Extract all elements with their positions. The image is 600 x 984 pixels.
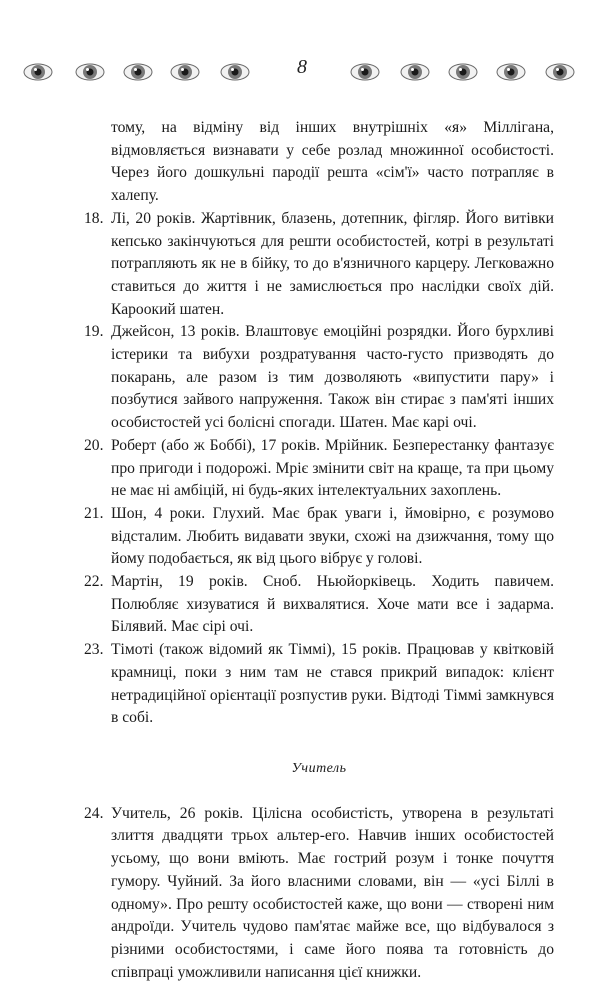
eye-icon — [545, 62, 575, 82]
item-text: Учитель, 26 років. Цілісна особистість, утворена в результаті злиття двадцяти трьох альтер-его. Навчив інших особистостей усьому, що вони вміють. Має гострий розум і тонке почуття гумору. Чуйний. За його власними словами, він — «усі Біллі в одному». Про решту особистостей каже, що вони — створені ним андроїди. Учитель чудово пам'ятає майже все, що відбувалося з різними особистостями, і саме його поява та готовність до співпраці уможливили написання цієї книжки. — [111, 804, 554, 981]
list-item — [84, 639, 554, 730]
item-number: 23. — [84, 641, 104, 659]
page-content — [84, 117, 554, 984]
intro-paragraph: тому, на відміну від інших внутрішніх «я» Міллігана, відмовляється визнавати у себе розлад множинної особистості. Через його дошкульні пародії решта «сім'ї» часто потрапляє в халепу. — [111, 119, 554, 205]
item-text: Лі, 20 років. Жартівник, блазень, дотепник, фігляр. Його витівки кепсько закінчуються для решти особистостей, котрі в результаті потрапляють як не в бійку, то до в'язничного карцеру. Легковажно ставиться до життя і не замислюється про наслідки своїх дій. Кароокий шатен. — [111, 209, 554, 318]
eye-icon — [496, 62, 526, 82]
item-number: 22. — [84, 573, 104, 591]
item-number: 18. — [84, 209, 104, 227]
eye-icon — [350, 62, 380, 82]
list-item — [84, 571, 554, 639]
page-number: 8 — [297, 56, 307, 78]
item-text: Мартін, 19 років. Сноб. Ньюйорківець. Ходить павичем. Полюбляє хизуватися й вихвалятися. Хоче мати все і задарма. Білявий. Має сірі очі. — [111, 573, 554, 636]
list-item — [84, 208, 554, 322]
list-item — [84, 321, 554, 435]
eye-icon — [448, 62, 478, 82]
eye-icon — [220, 62, 250, 82]
eye-icon — [75, 62, 105, 82]
eye-icon — [400, 62, 430, 82]
list-item — [84, 503, 554, 571]
list-item — [84, 803, 554, 984]
item-text: Джейсон, 13 років. Влаштовує емоційні розрядки. Його бурхливі істерики та вибухи роздратування часто-густо призводять до покарань, але разом із тим дозволяють «випустити пару» і позбутися зайвого напруження. Також він стирає з пам'яті інших особистостей усі болісні спогади. Шатен. Має карі очі. — [111, 323, 554, 432]
item-text: Тімоті (також відомий як Тіммі), 15 років. Працював у квітковій крамниці, поки з ним там не стався прикрий випадок: клієнт нетрадиційної орієнтації розпустив руки. Відтоді Тіммі замкнувся в собі. — [111, 641, 554, 727]
item-number: 24. — [84, 804, 104, 822]
eye-icon — [170, 62, 200, 82]
item-number: 20. — [84, 436, 104, 454]
eye-icon — [123, 62, 153, 82]
item-text: Роберт (або ж Боббі), 17 років. Мрійник. Безперестанку фантазує про пригоди і подорожі. Мріє змінити світ на краще, та при цьому не має ні амбіцій, ні будь-яких інтелектуальних захоплень. — [111, 436, 554, 500]
eye-icon — [23, 62, 53, 82]
item-text: Шон, 4 роки. Глухий. Має брак уваги і, ймовірно, є розумово відсталим. Любить видавати звуки, схожі на дзижчання, тому що йому подобається, як від цього вібрує у голові. — [111, 504, 554, 568]
item-number: 19. — [84, 323, 104, 341]
list-item — [84, 435, 554, 503]
item-number: 21. — [84, 504, 104, 522]
page-header — [0, 52, 600, 92]
section-title: Учитель — [291, 760, 347, 776]
